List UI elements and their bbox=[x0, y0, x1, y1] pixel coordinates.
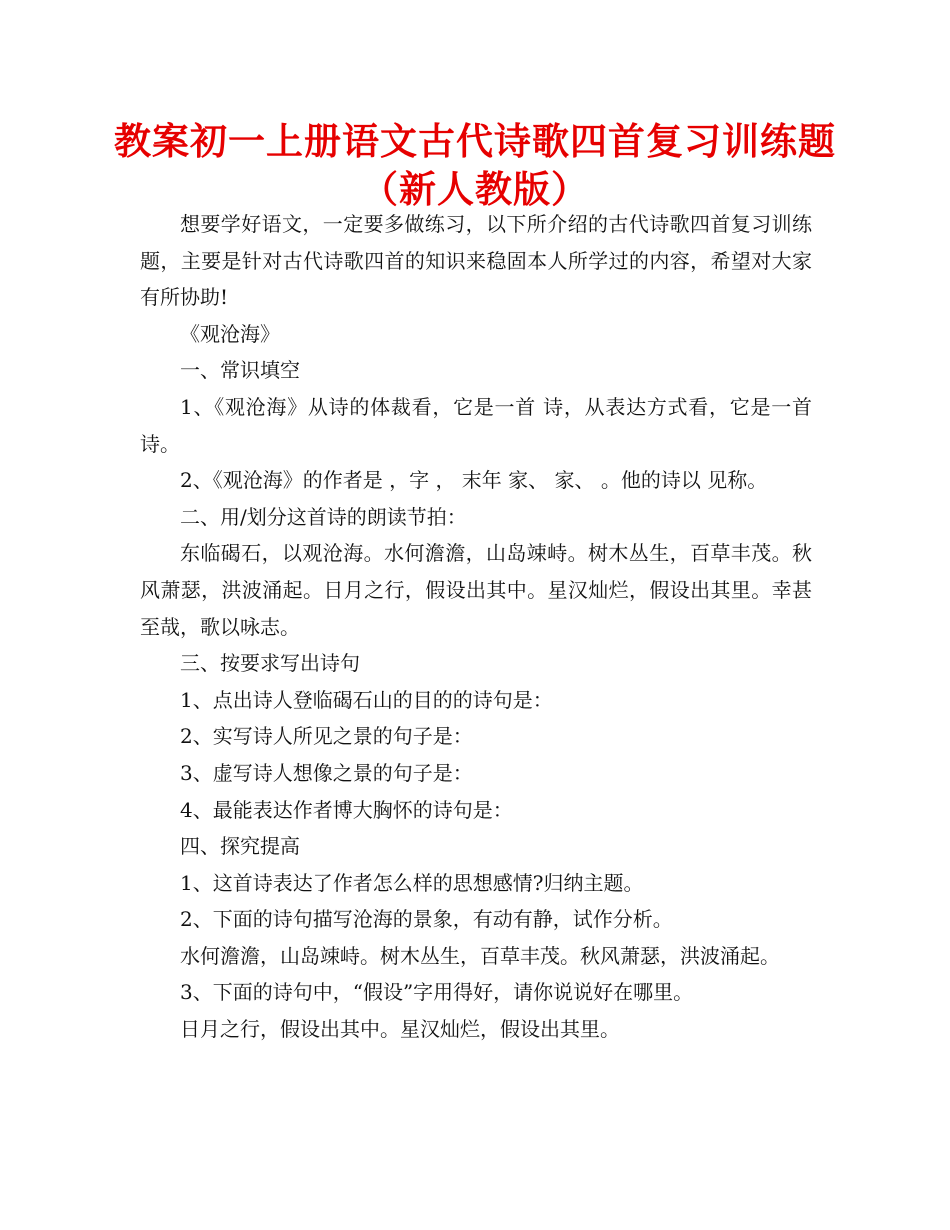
section-heading-2: 二、用/划分这首诗的朗读节拍： bbox=[180, 504, 467, 529]
document-body bbox=[140, 206, 812, 1048]
question-4-1: 1、这首诗表达了作者怎么样的思想感情?归纳主题。 bbox=[180, 870, 644, 895]
question-1-2: 2、《观沧海》的作者是 ，字 ， 末年 家、 家、 。他的诗以 见称。 bbox=[180, 468, 768, 493]
poem-text: 东临碣石，以观沧海。水何澹澹，山岛竦峙。树木丛生，百草丰茂。秋风萧瑟，洪波涌起。日月之行，假设出其中。星汉灿烂，假设出其里。幸甚至哉，歌以咏志。 bbox=[140, 541, 812, 639]
question-4-2: 2、下面的诗句描写沧海的景象，有动有静，试作分析。 bbox=[180, 907, 673, 932]
question-4-3: 3、下面的诗句中，“假设”字用得好，请你说说好在哪里。 bbox=[180, 980, 694, 1005]
section-heading-3: 三、按要求写出诗句 bbox=[180, 651, 360, 676]
section-heading-1: 一、常识填空 bbox=[180, 358, 300, 383]
question-3-4: 4、最能表达作者博大胸怀的诗句是： bbox=[180, 797, 513, 822]
paragraph-intro: 想要学好语文，一定要多做练习，以下所介绍的古代诗歌四首复习训练题，主要是针对古代诗歌四首的知识来稳固本人所学过的内容，希望对大家有所协助! bbox=[140, 212, 812, 310]
quote-4-3: 日月之行，假设出其中。星汉灿烂，假设出其里。 bbox=[180, 1017, 620, 1042]
quote-4-2: 水何澹澹，山岛竦峙。树木丛生，百草丰茂。秋风萧瑟，洪波涌起。 bbox=[180, 943, 780, 968]
question-3-2: 2、实写诗人所见之景的句子是： bbox=[180, 724, 473, 749]
question-3-3: 3、虚写诗人想像之景的句子是： bbox=[180, 760, 473, 785]
section-heading-4: 四、探究提高 bbox=[180, 834, 300, 859]
document-title: 教案初一上册语文古代诗歌四首复习训练题（新人教版） bbox=[114, 120, 836, 211]
question-3-1: 1、点出诗人登临碣石山的目的的诗句是： bbox=[180, 687, 553, 712]
paragraph-poem-title: 《观沧海》 bbox=[180, 321, 280, 346]
question-1-1: 1、《观沧海》从诗的体裁看，它是一首 诗，从表达方式看，它是一首 诗。 bbox=[140, 394, 812, 456]
